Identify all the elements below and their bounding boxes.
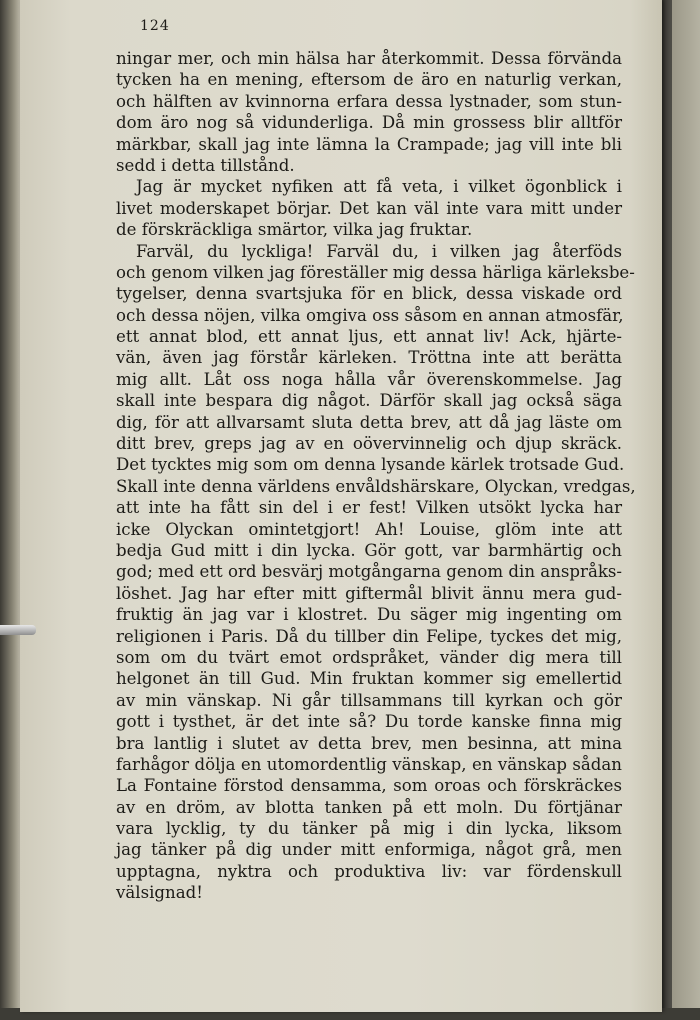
- text-line: de förskräckliga smärtor, vilka jag fruktar.: [116, 220, 473, 240]
- text-line: bedja Gud mitt i din lycka. Gör gott, var barmhärtig och: [116, 540, 622, 560]
- text-line: vän, även jag förstår kärleken. Tröttna inte att berätta: [116, 348, 622, 368]
- text-line: bra lantlig i slutet av detta brev, men besinna, att mina: [116, 733, 622, 753]
- text-line: god; med ett ord besvärj motgångarna genom din anspråks-: [116, 562, 623, 582]
- text-line: sedd i detta tillstånd.: [116, 155, 295, 175]
- text-line: farhågor dölja en utomordentlig vänskap, en vänskap sådan: [116, 754, 622, 774]
- text-line: Det tycktes mig som om denna lysande kärlek trotsade Gud.: [116, 455, 625, 475]
- text-line: fruktig än jag var i klostret. Du säger mig ingenting om: [116, 605, 622, 625]
- text-line: dig, för att allvarsamt sluta detta brev, att då jag läste om: [116, 412, 622, 432]
- text-line: välsignad!: [116, 883, 203, 903]
- next-page-edge: [672, 0, 700, 1020]
- text-line: som om du tvärt emot ordspråket, vänder dig mera till: [116, 647, 622, 667]
- text-line: Jag är mycket nyfiken att få veta, i vilket ögonblick i: [136, 177, 622, 197]
- body-text: [116, 48, 636, 904]
- text-line: mig allt. Låt oss noga hålla vår överenskommelse. Jag: [116, 369, 622, 389]
- text-line: och genom vilken jag föreställer mig dessa härliga kärleksbe-: [116, 262, 635, 282]
- text-line: icke Olyckan omintetgjort! Ah! Louise, glöm inte att: [116, 519, 622, 539]
- text-line: av min vänskap. Ni går tillsammans till kyrkan och gör: [116, 690, 622, 710]
- text-line: av en dröm, av blotta tanken på ett moln. Du förtjänar: [116, 797, 622, 817]
- text-line: Farväl, du lyckliga! Farväl du, i vilken jag återföds: [136, 241, 622, 261]
- text-line: Skall inte denna världens envåldshärskare, Olyckan, vredgas,: [116, 476, 636, 496]
- text-line: jag tänker på dig under mitt enformiga, något grå, men: [116, 840, 622, 860]
- text-line: och dessa nöjen, vilka omgiva oss såsom en annan atmosfär,: [116, 305, 624, 325]
- text-line: skall inte bespara dig något. Därför skall jag också säga: [116, 391, 622, 411]
- text-line: att inte ha fått sin del i er fest! Vilken utsökt lycka har: [116, 498, 622, 518]
- page-number: 124: [140, 18, 170, 34]
- text-line: La Fontaine förstod densamma, som oroas och förskräckes: [116, 776, 622, 796]
- text-line: religionen i Paris. Då du tillber din Felipe, tyckes det mig,: [116, 626, 622, 646]
- text-line: ningar mer, och min hälsa har återkommit. Dessa förvända: [116, 49, 622, 68]
- text-line: märkbar, skall jag inte lämna la Crampade; jag vill inte bli: [116, 134, 622, 154]
- text-line: tycken ha en mening, eftersom de äro en naturlig verkan,: [116, 70, 622, 90]
- text-line: dom äro nog så vidunderliga. Då min grossess blir alltför: [116, 113, 622, 133]
- text-line: upptagna, nyktra och produktiva liv: var fördenskull: [116, 861, 622, 881]
- page-clip: [0, 625, 36, 635]
- text-line: livet moderskapet börjar. Det kan väl inte vara mitt under: [116, 198, 622, 218]
- text-line: löshet. Jag har efter mitt giftermål blivit ännu mera gud-: [116, 583, 622, 603]
- text-line: tygelser, denna svartsjuka för en blick, dessa viskade ord: [116, 284, 622, 304]
- text-line: gott i tysthet, är det inte så? Du torde kanske finna mig: [116, 712, 622, 732]
- text-line: vara lycklig, ty du tänker på mig i din lycka, liksom: [116, 819, 622, 839]
- text-line: helgonet än till Gud. Min fruktan kommer sig emellertid: [116, 669, 622, 689]
- text-line: ett annat blod, ett annat ljus, ett annat liv! Ack, hjärte-: [116, 327, 622, 347]
- text-line: och hälften av kvinnorna erfara dessa lystnader, som stun-: [116, 91, 622, 111]
- text-line: ditt brev, greps jag av en oövervinnelig och djup skräck.: [116, 434, 622, 454]
